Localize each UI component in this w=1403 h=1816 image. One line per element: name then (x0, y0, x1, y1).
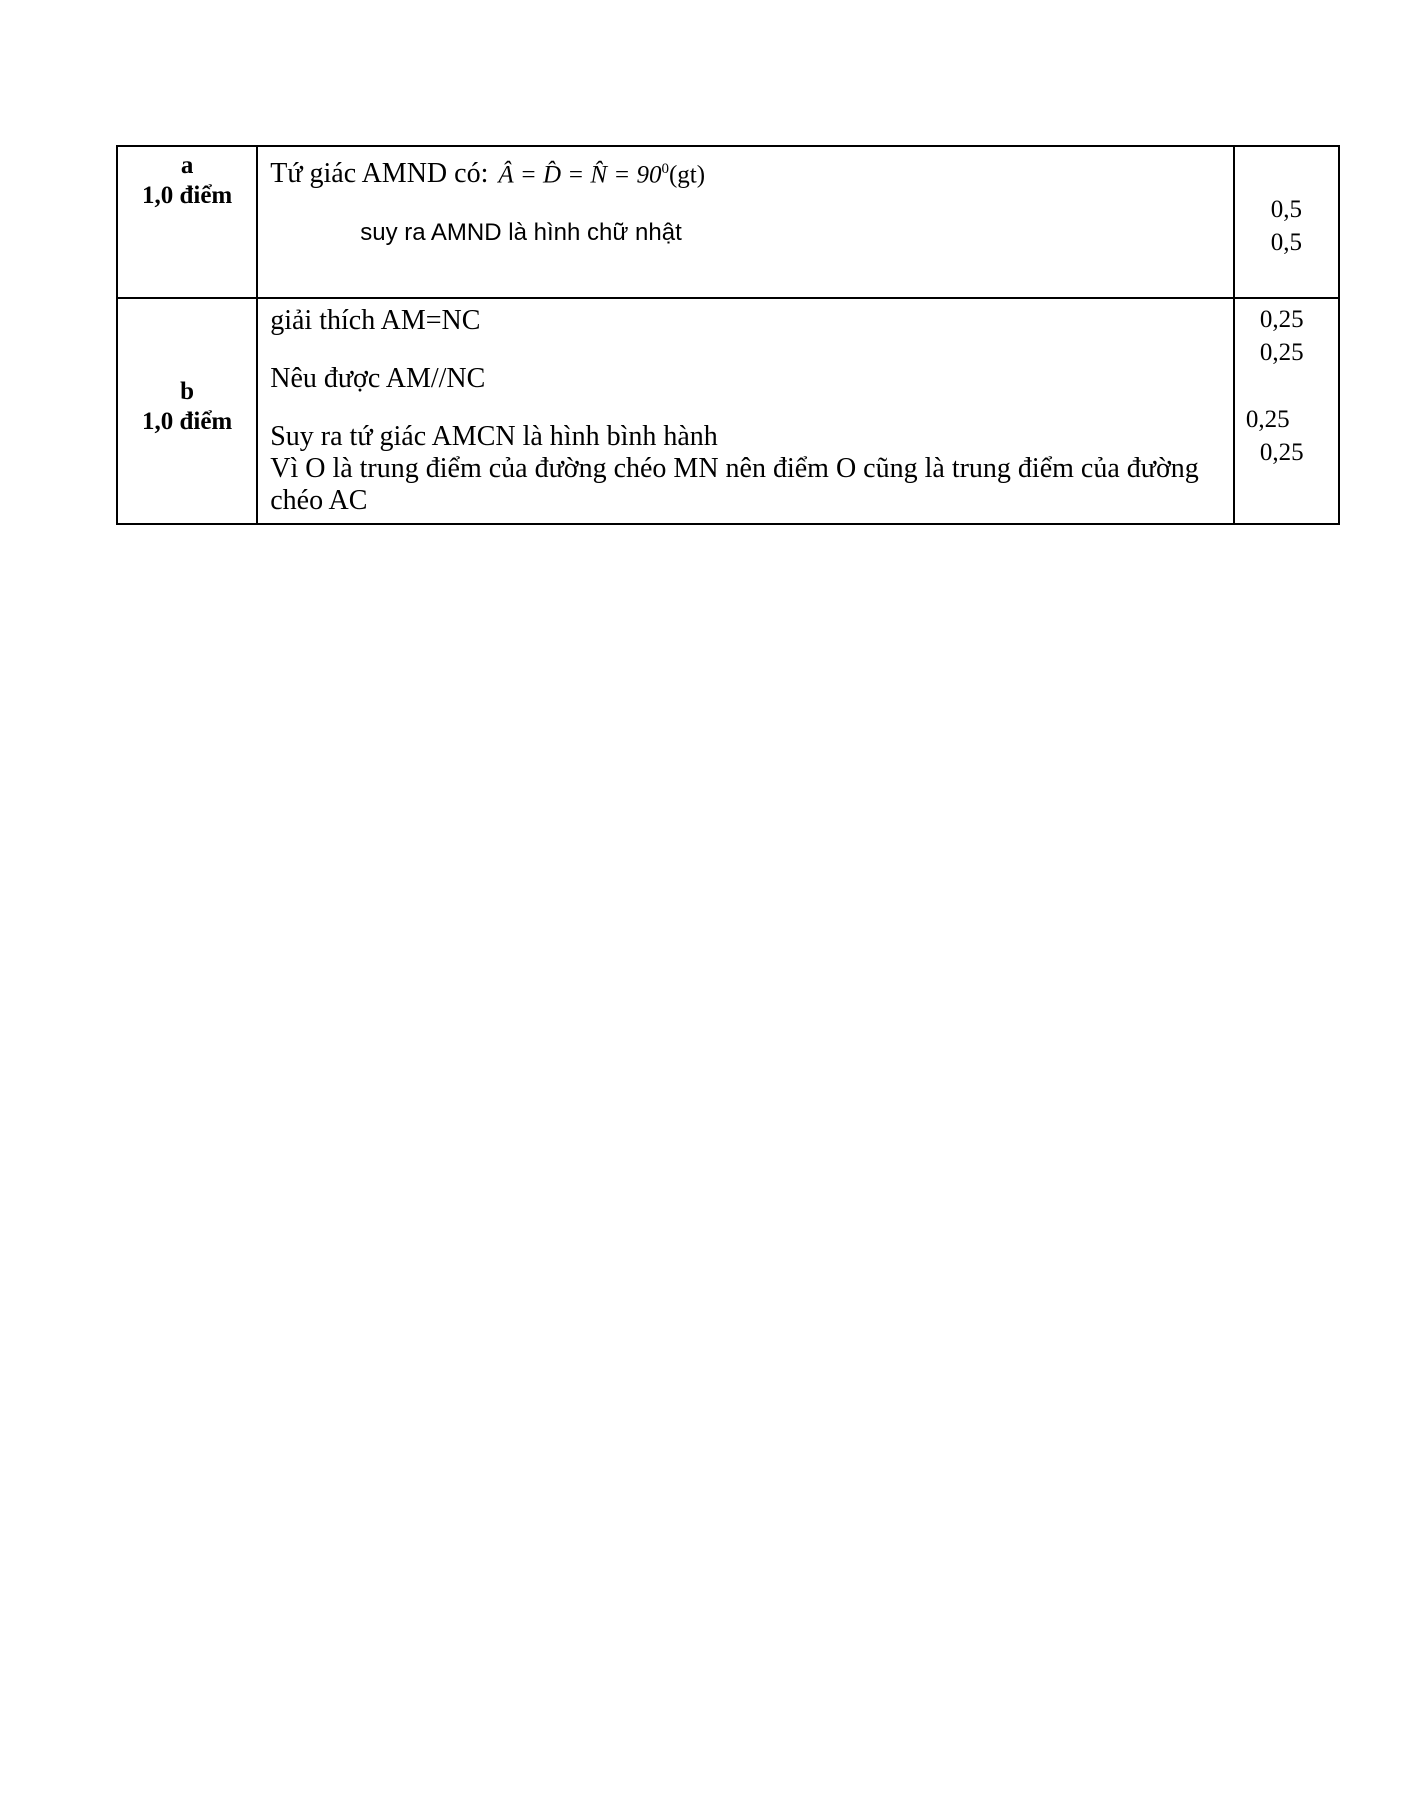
table-row (117, 146, 1339, 298)
score-value: 0,25 (1245, 406, 1290, 433)
score-value: 0,5 (1270, 229, 1303, 256)
score-value: 0,25 (1259, 439, 1304, 466)
answer-line: Suy ra tứ giác AMCN là hình bình hành (270, 421, 718, 452)
angle-equation-text: Â = D̂ = N̂ = 90 (498, 161, 662, 189)
part-label-cell (117, 298, 257, 524)
conclusion-line: suy ra AMND là hình chữ nhật (360, 219, 682, 247)
answer-table (116, 145, 1340, 525)
answer-line (270, 153, 1233, 191)
score-value: 0,5 (1270, 196, 1303, 223)
part-points: 1,0 điểm (141, 408, 233, 435)
table-row (117, 298, 1339, 524)
degree-superscript: 0 (661, 161, 669, 177)
score-value: 0,25 (1259, 339, 1304, 366)
statement-text: Tứ giác AMND có: (270, 158, 489, 190)
part-letter: b (180, 378, 195, 405)
answer-line: giải thích AM=NC (270, 305, 481, 336)
score-value: 0,25 (1259, 306, 1304, 333)
part-letter: a (180, 152, 194, 179)
angle-equation (498, 153, 705, 191)
answer-line: Nêu được AM//NC (270, 363, 486, 394)
answer-content-cell (257, 298, 1234, 524)
equation-suffix: (gt) (668, 161, 706, 189)
part-points: 1,0 điểm (141, 182, 233, 209)
score-cell (1234, 146, 1339, 298)
score-cell (1234, 298, 1339, 524)
answer-content-cell (257, 146, 1234, 298)
answer-line: Vì O là trung điểm của đường chéo MN nên điểm O cũng là trung điểm của đường chéo AC (270, 453, 1199, 516)
part-label-cell (117, 146, 257, 298)
